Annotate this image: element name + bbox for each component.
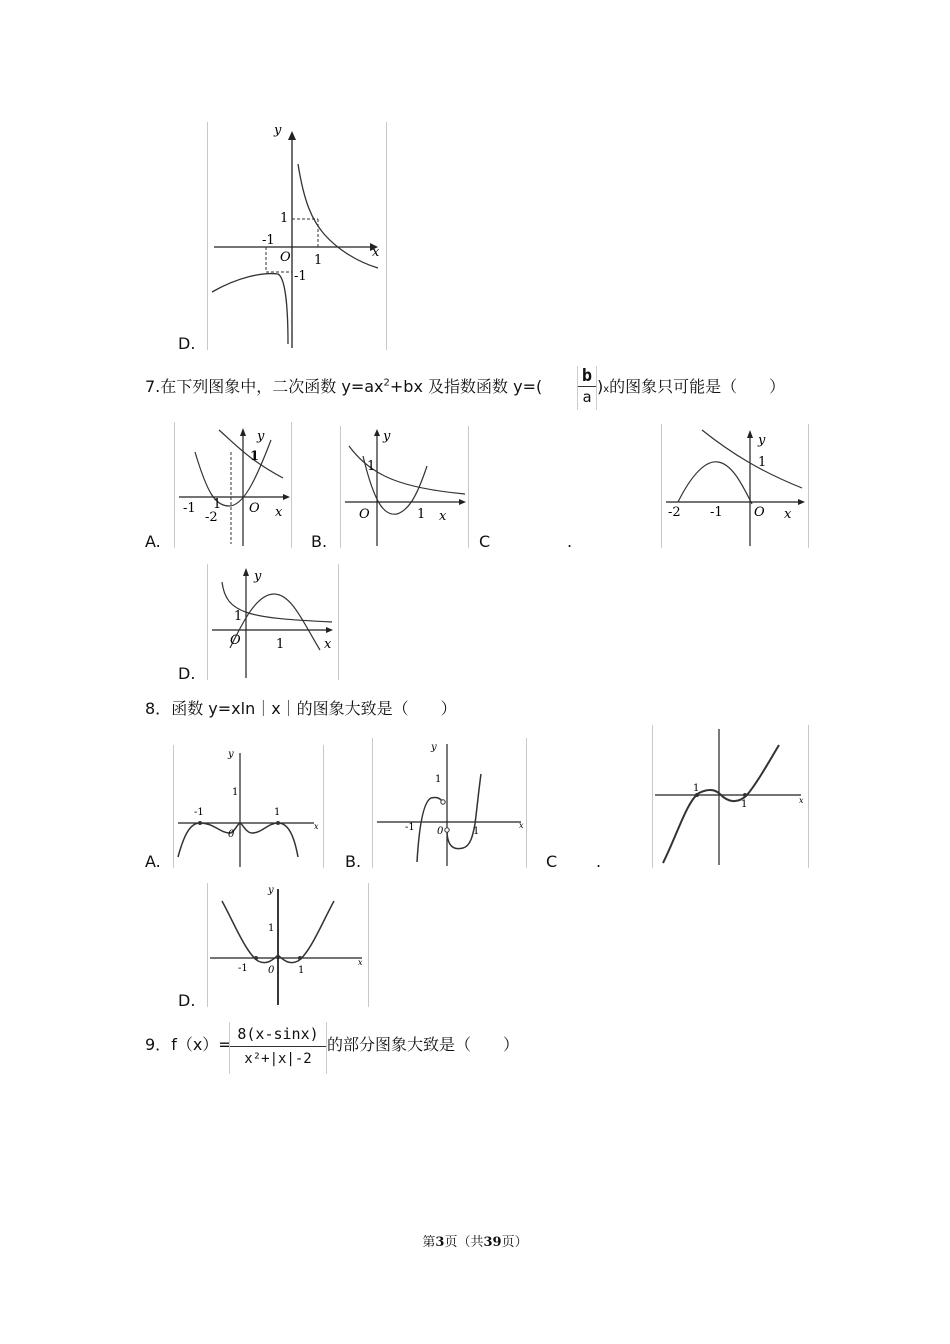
q7-option-c[interactable]: C	[479, 532, 491, 551]
q7-frac-den: a	[582, 388, 592, 406]
q7-graph-a	[174, 422, 292, 548]
svg-text:x: x	[275, 505, 283, 520]
svg-text:0: 0	[268, 965, 275, 976]
svg-text:x: x	[314, 822, 319, 831]
svg-text:y: y	[257, 429, 265, 444]
q8-stem	[145, 696, 457, 719]
svg-text:0: 0	[228, 829, 235, 840]
svg-text:1: 1	[213, 497, 222, 512]
footer-mid: 页（共	[444, 1235, 484, 1250]
svg-text:x: x	[439, 509, 447, 524]
q7-option-c-dot: .	[567, 532, 573, 551]
q8-option-b[interactable]: B.	[345, 852, 362, 871]
page-footer	[0, 1231, 950, 1250]
q7-exp: x	[603, 384, 610, 395]
q9-text-after: 的部分图象大致是（ ）	[327, 1035, 520, 1054]
q7-option-b[interactable]: B.	[311, 532, 328, 551]
q8-number: 8．	[145, 699, 172, 718]
svg-text:-1: -1	[710, 505, 723, 520]
svg-text:x: x	[799, 796, 804, 805]
footer-prefix: 第	[422, 1235, 436, 1250]
q7-text-after-frac: )	[597, 377, 604, 396]
q8-graph-c	[652, 725, 809, 868]
q7-sup: 2	[383, 377, 390, 389]
q7-text-end: 的图象只可能是（ ）	[609, 377, 786, 396]
svg-text:y: y	[254, 569, 262, 584]
svg-text:0: 0	[437, 826, 444, 837]
svg-text:O: O	[359, 507, 370, 522]
svg-text:y: y	[228, 749, 234, 760]
svg-text:x: x	[784, 507, 792, 522]
svg-text:O: O	[249, 501, 260, 516]
q6-graph-d	[207, 122, 387, 350]
svg-text:y: y	[431, 742, 437, 753]
q7-graph-b	[340, 426, 469, 548]
q7-fraction	[577, 366, 597, 410]
q8-text: 函数 y=xln｜x｜的图象大致是（ ）	[171, 699, 457, 718]
svg-text:1: 1	[435, 774, 442, 785]
q7-number: 7.	[145, 377, 161, 396]
svg-text:-1: -1	[405, 822, 415, 833]
svg-text:-1: -1	[262, 233, 275, 248]
svg-text:1: 1	[741, 799, 748, 810]
footer-total-pages: 39	[483, 1235, 502, 1250]
q7-frac-num: b	[578, 366, 596, 387]
q7-text-before: 在下列图象中，二次函数 y=ax	[160, 377, 384, 396]
svg-text:1: 1	[280, 211, 289, 226]
svg-text:x: x	[324, 637, 332, 652]
svg-text:x: x	[358, 958, 363, 967]
q7-option-a[interactable]: A.	[145, 532, 161, 551]
svg-text:1: 1	[276, 637, 285, 652]
q8-option-d[interactable]: D.	[178, 991, 196, 1010]
q9-text-before: f（x）=	[171, 1035, 232, 1054]
q7-stem	[145, 374, 542, 397]
q9-number: 9．	[145, 1035, 172, 1054]
svg-text:-2: -2	[668, 505, 681, 520]
q9-fraction	[229, 1022, 327, 1074]
svg-text:1: 1	[758, 455, 767, 470]
svg-text:y: y	[268, 885, 274, 896]
svg-text:1: 1	[367, 459, 376, 474]
q6-option-d-label[interactable]: D.	[178, 334, 196, 353]
q8-graph-d	[207, 883, 369, 1007]
q7-text-mid: +bx 及指数函数 y=(	[389, 377, 543, 396]
svg-text:y: y	[758, 433, 766, 448]
q7-stem-end	[597, 374, 785, 397]
q8-graph-a	[173, 745, 324, 868]
svg-text:1: 1	[314, 253, 323, 268]
svg-text:y: y	[383, 429, 391, 444]
q7-option-d[interactable]: D.	[178, 664, 196, 683]
svg-text:1: 1	[232, 787, 239, 798]
svg-text:1: 1	[250, 449, 260, 464]
q8-graph-b	[372, 738, 527, 868]
svg-text:O: O	[230, 633, 241, 648]
svg-text:-1: -1	[183, 501, 196, 516]
svg-text:1: 1	[274, 807, 281, 818]
footer-suffix: 页）	[501, 1235, 528, 1250]
svg-text:-1: -1	[294, 269, 307, 284]
svg-text:-2: -2	[205, 510, 218, 525]
q8-option-a[interactable]: A.	[145, 852, 161, 871]
q9-frac-den: x²+|x|-2	[244, 1051, 312, 1067]
q8-option-c-dot: .	[596, 852, 602, 871]
q7-graph-d	[207, 564, 339, 680]
svg-text:1: 1	[417, 507, 426, 522]
svg-text:1: 1	[473, 826, 480, 837]
q8-option-c[interactable]: C	[546, 852, 558, 871]
svg-text:1: 1	[268, 923, 275, 934]
svg-text:x: x	[372, 245, 380, 260]
svg-text:y: y	[274, 123, 282, 138]
q9-frac-num: 8(x-sinx)	[230, 1022, 326, 1047]
q7-graph-c	[661, 424, 809, 548]
svg-text:x: x	[519, 821, 524, 830]
svg-text:O: O	[280, 250, 291, 265]
svg-text:O: O	[754, 505, 765, 520]
svg-text:-1: -1	[238, 963, 248, 974]
svg-text:1: 1	[298, 965, 305, 976]
q9-stem	[145, 1032, 232, 1055]
footer-page-number: 3	[435, 1235, 445, 1250]
svg-text:1: 1	[693, 783, 700, 794]
svg-text:-1: -1	[194, 807, 204, 818]
svg-text:1: 1	[234, 609, 243, 624]
